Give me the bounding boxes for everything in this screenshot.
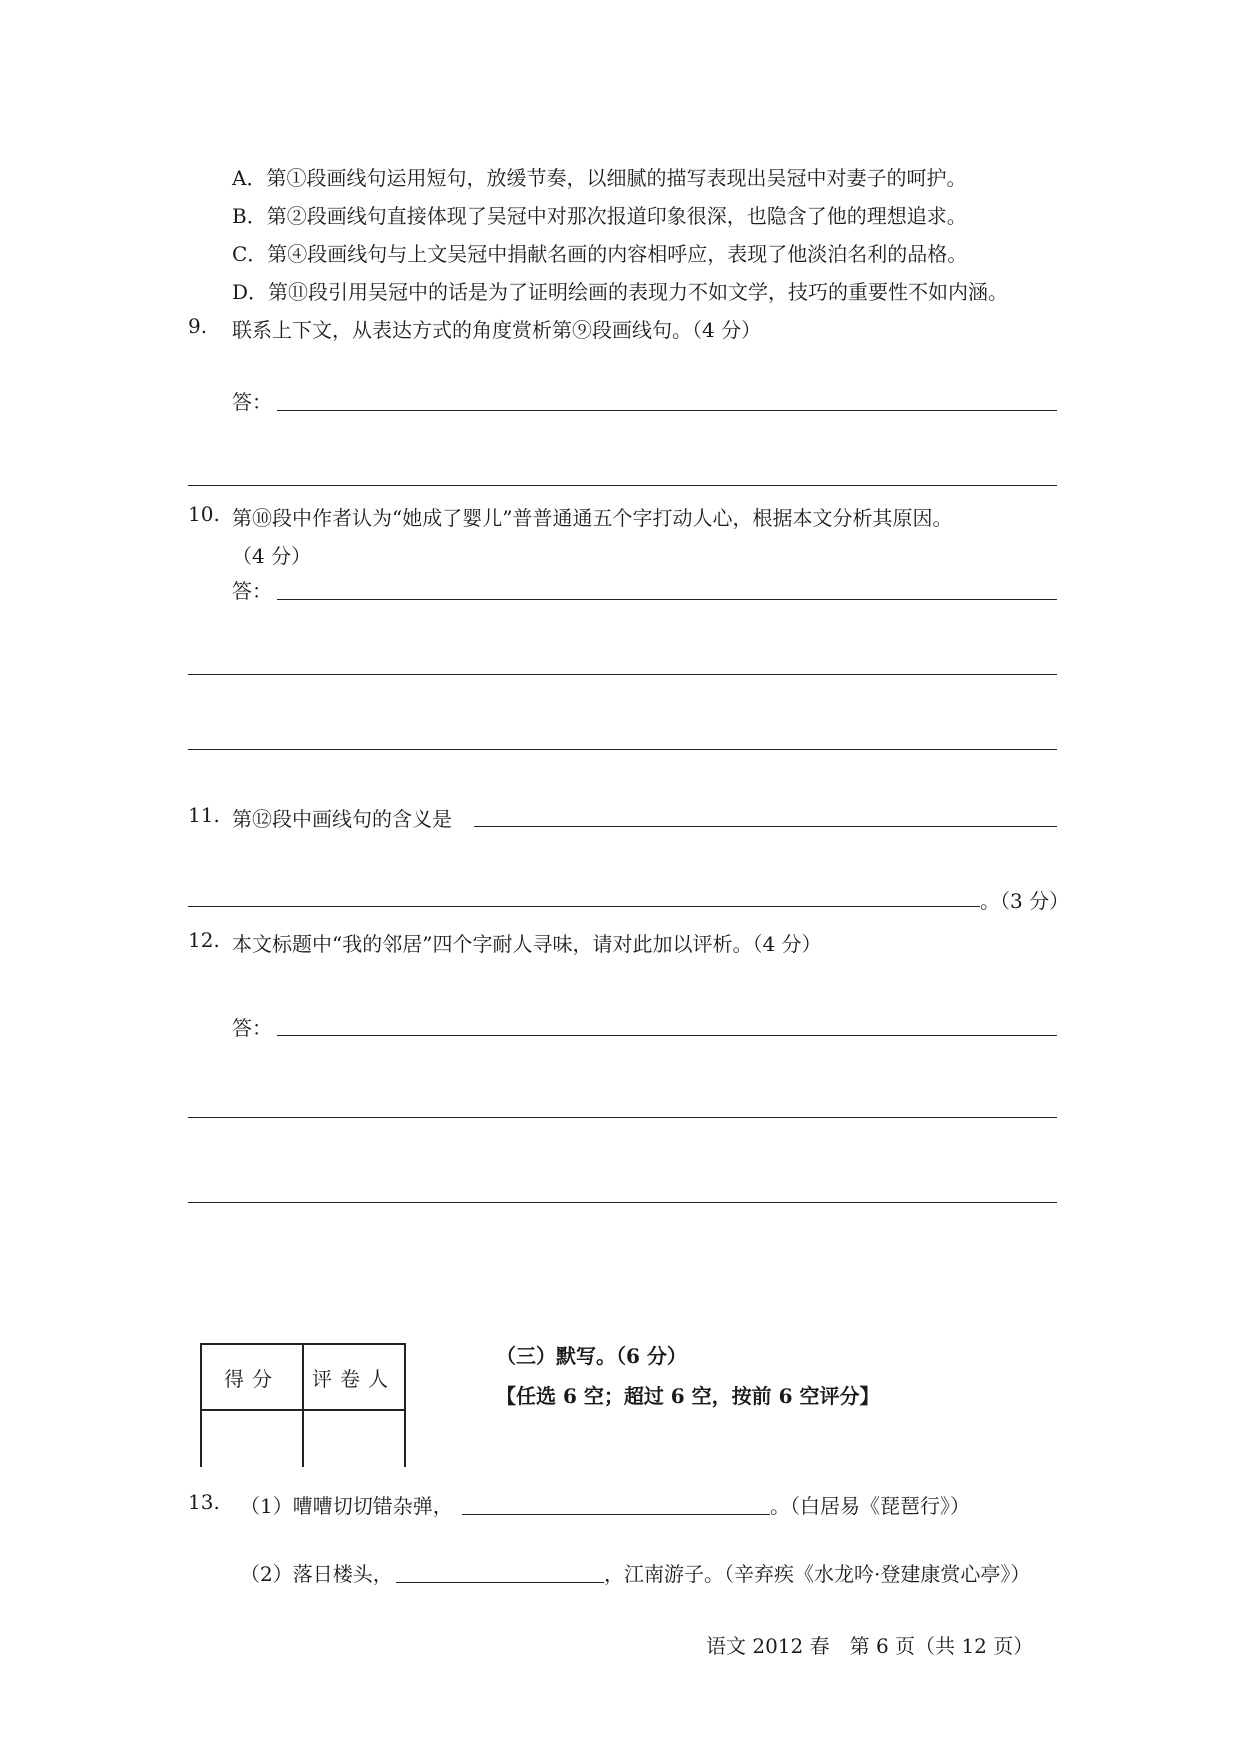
q13-part2-blank[interactable] xyxy=(396,1582,604,1583)
q9-answer-label: 答： xyxy=(232,390,272,414)
q12-question: 本文标题中“我的邻居”四个字耐人寻味，请对此加以评析。（4 分） xyxy=(232,932,822,956)
q12-answer-line-1[interactable] xyxy=(277,1035,1057,1036)
section3-title: （三）默写。（6 分） xyxy=(496,1344,687,1368)
q11-question: 第⑫段中画线句的含义是 xyxy=(232,807,452,831)
q10-answer-line-3[interactable] xyxy=(188,749,1057,750)
q13-part2-suffix: ，江南游子。（辛弃疾《水龙吟·登建康赏心亭》） xyxy=(604,1562,1031,1586)
q11-points: 。（3 分） xyxy=(980,889,1070,913)
q8-option-d: D．第⑪段引用吴冠中的话是为了证明绘画的表现力不如文学，技巧的重要性不如内涵。 xyxy=(232,280,1009,304)
q13-part1-prefix: （1）嘈嘈切切错杂弹， xyxy=(240,1494,453,1518)
q12-answer-line-2[interactable] xyxy=(188,1117,1057,1118)
q13-part2-prefix: （2）落日楼头， xyxy=(240,1562,393,1586)
q9-question: 联系上下文，从表达方式的角度赏析第⑨段画线句。（4 分） xyxy=(232,318,762,342)
score-box xyxy=(200,1343,406,1467)
q10-points: （4 分） xyxy=(232,544,312,568)
q9-answer-line-1[interactable] xyxy=(277,410,1057,411)
q11-answer-line-2[interactable] xyxy=(188,906,980,907)
q11-answer-line-1[interactable] xyxy=(474,826,1057,827)
q9-number: 9. xyxy=(188,314,208,338)
q13-part1-blank[interactable] xyxy=(462,1514,770,1515)
q11-number: 11. xyxy=(188,803,220,827)
q10-answer-line-2[interactable] xyxy=(188,674,1057,675)
page-footer: 语文 2012 春 第 6 页（共 12 页） xyxy=(706,1634,1034,1658)
q9-answer-line-2[interactable] xyxy=(188,485,1057,486)
q12-answer-line-3[interactable] xyxy=(188,1202,1057,1203)
grader-header: 评卷人 xyxy=(303,1344,405,1410)
q8-option-b: B．第②段画线句直接体现了吴冠中对那次报道印象很深，也隐含了他的理想追求。 xyxy=(232,204,967,228)
q10-number: 10. xyxy=(188,502,220,526)
q13-part1-suffix: 。（白居易《琵琶行》） xyxy=(770,1494,970,1518)
q12-answer-label: 答： xyxy=(232,1016,272,1040)
q13-number: 13. xyxy=(188,1490,220,1514)
score-header: 得分 xyxy=(201,1344,303,1410)
q8-option-c: C．第④段画线句与上文吴冠中捐献名画的内容相呼应，表现了他淡泊名利的品格。 xyxy=(232,242,968,266)
score-cell[interactable] xyxy=(201,1410,303,1467)
grader-cell[interactable] xyxy=(303,1410,405,1467)
q10-answer-line-1[interactable] xyxy=(277,599,1057,600)
section3-note: 【任选 6 空；超过 6 空，按前 6 空评分】 xyxy=(496,1384,880,1408)
q10-answer-label: 答： xyxy=(232,579,272,603)
q10-question: 第⑩段中作者认为“她成了婴儿”普普通通五个字打动人心，根据本文分析其原因。 xyxy=(232,506,953,530)
q12-number: 12. xyxy=(188,928,220,952)
q8-option-a: A．第①段画线句运用短句，放缓节奏，以细腻的描写表现出吴冠中对妻子的呵护。 xyxy=(232,166,967,190)
